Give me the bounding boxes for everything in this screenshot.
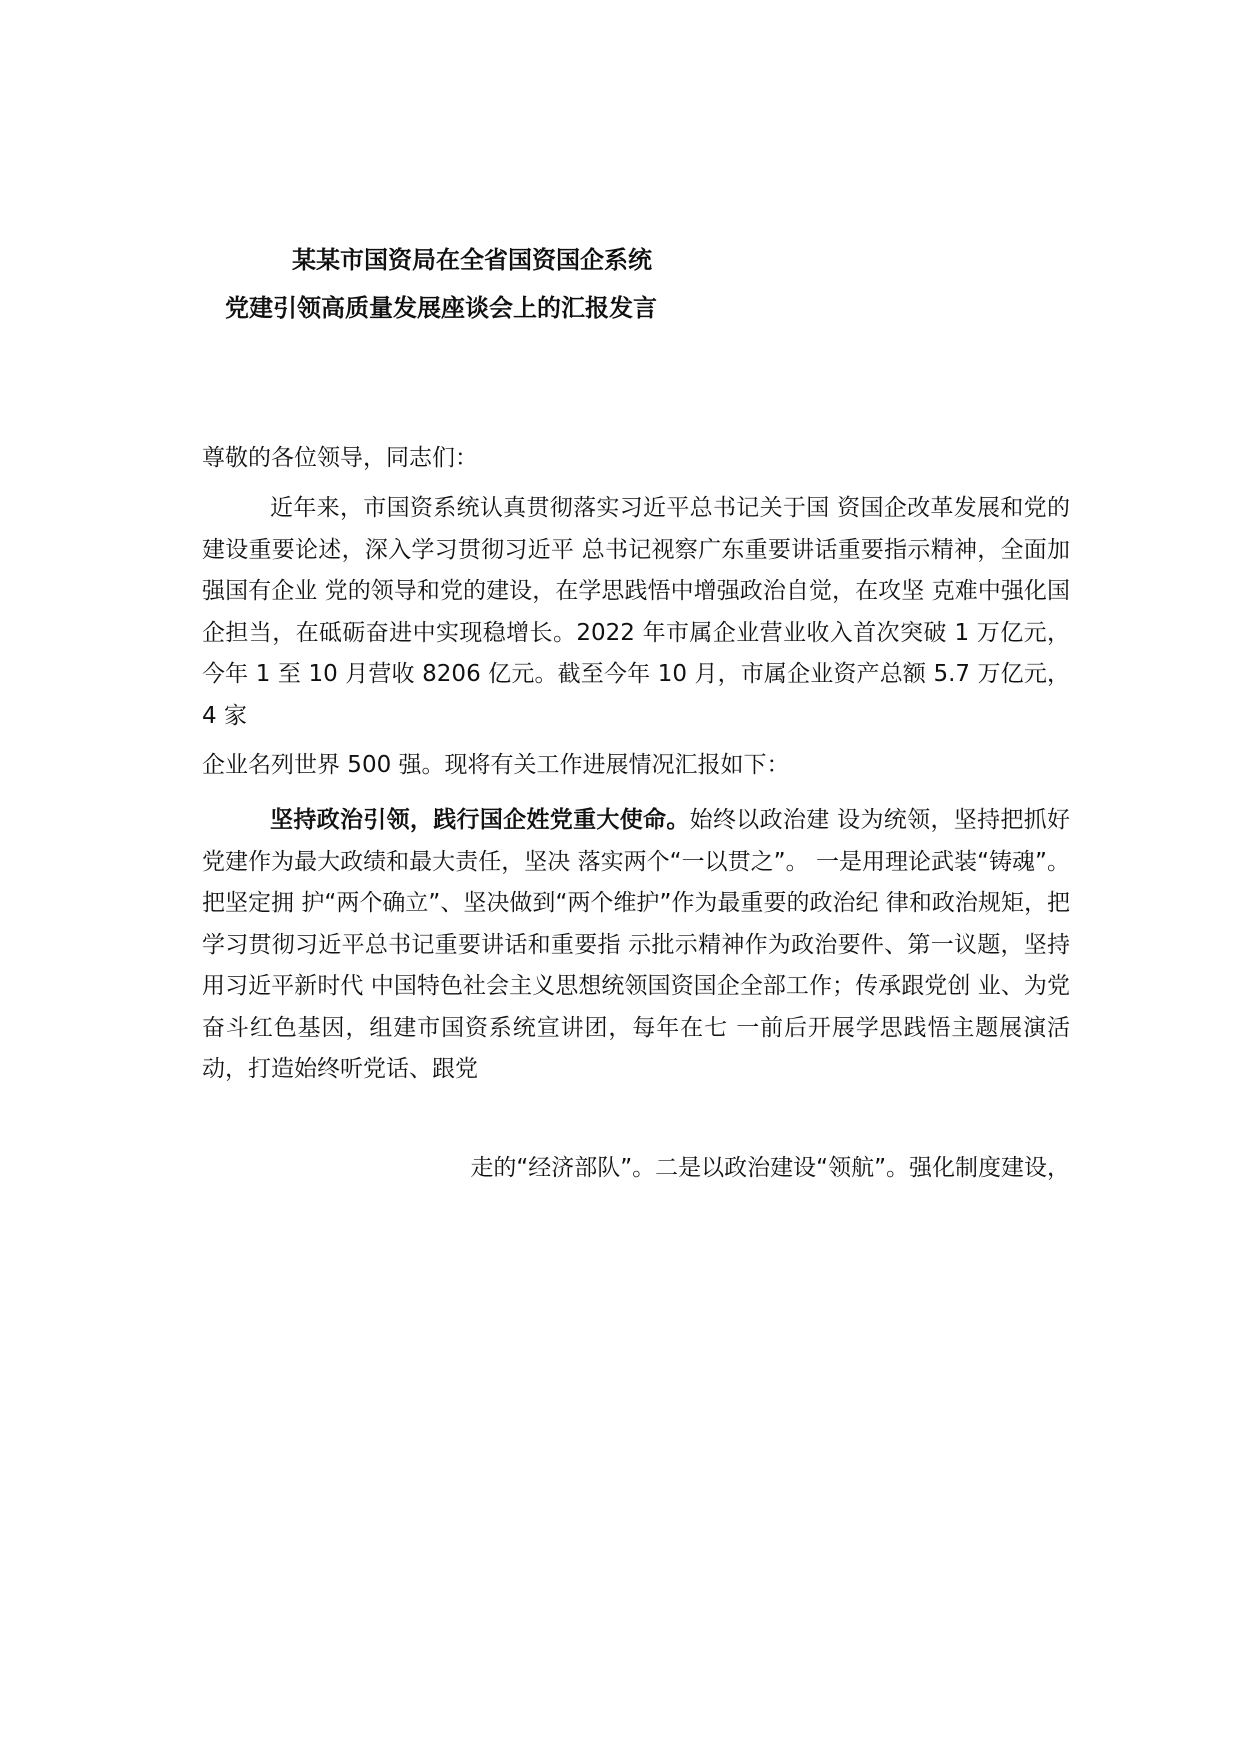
paragraph-lead-heading: 坚持政治引领，践行国企姓党重大使命。 bbox=[270, 807, 690, 833]
document-title-line-1: 某某市国资局在全省国资国企系统 bbox=[292, 246, 652, 274]
paragraph-tail-line: 走的“经济部队”。二是以政治建设“领航”。强化制度建设， bbox=[470, 1155, 1070, 1181]
paragraph-political-leadership bbox=[202, 800, 1070, 1091]
paragraph-intro-continued: 企业名列世界 500 强。现将有关工作进展情况汇报如下： bbox=[202, 752, 790, 778]
paragraph-body: 始终以政治建 设为统领，坚持把抓好党建作为最大政绩和最大责任，坚决 落实两个“一以贯之”。 一是用理论武装“铸魂”。把坚定拥 护“两个确立”、坚决做到“两个维护”作为最重要的政治纪 律和政治规矩，把学习贯彻习近平总书记重要讲话和重要指 示批示精神作为政治要件、第一议题，坚持用习近平新时代 中国特色社会主义思想统领国资国企全部工作；传承跟党创 业、为党奋斗红色基因，组建市国资系统宣讲团，每年在七 一前后开展学思践悟主题展演活动，打造始终听党话、跟党 bbox=[202, 807, 1071, 1082]
paragraph-intro: 近年来，市国资系统认真贯彻落实习近平总书记关于国 资国企改革发展和党的建设重要论述，深入学习贯彻习近平 总书记视察广东重要讲话重要指示精神，全面加强国有企业 党的领导和党的建设，在学思践悟中增强政治自觉，在攻坚 克难中强化国企担当，在砥砺奋进中实现稳增长。2022 年市属企业营业收入首次突破 1 万亿元，今年 1 至 10 月营收 8206 亿元。截至今年 10 月，市属企业资产总额 5.7 万亿元，4 家 bbox=[202, 495, 1070, 729]
salutation: 尊敬的各位领导，同志们： bbox=[202, 445, 478, 471]
document-title-line-2: 党建引领高质量发展座谈会上的汇报发言 bbox=[225, 294, 657, 322]
